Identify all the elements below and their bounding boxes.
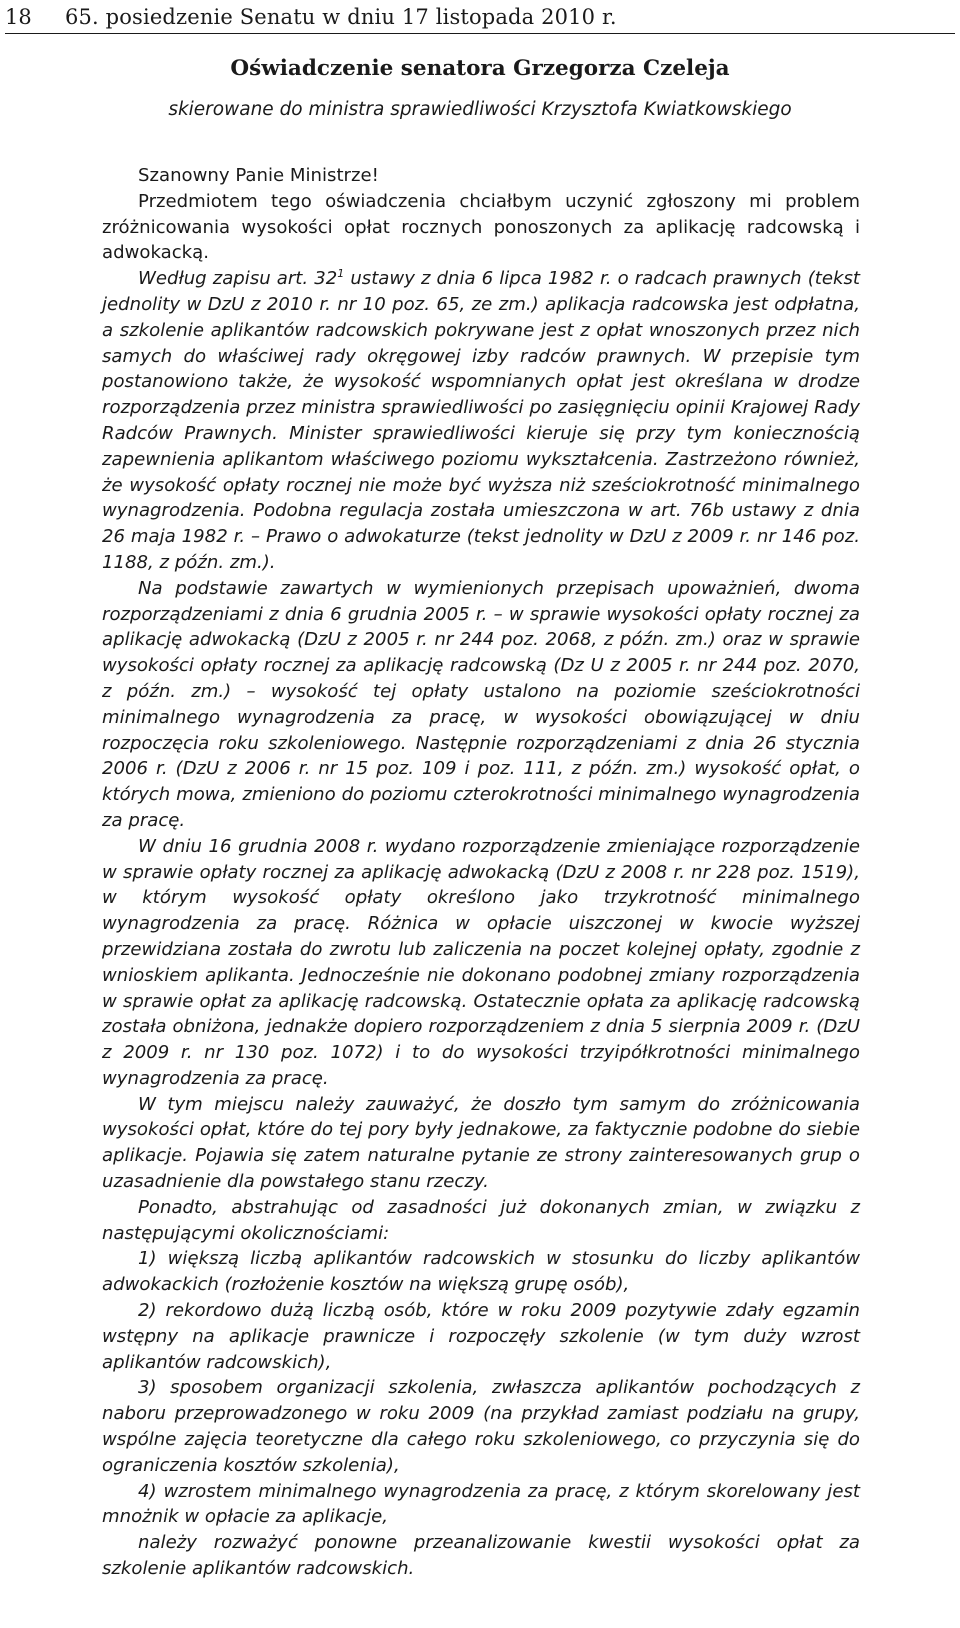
paragraph-2-start: Według zapisu art. 32: [138, 268, 338, 290]
closing-paragraph: należy rozważyć ponowne przeanalizowanie kwestii wysokości opłat za szkolenie aplikantów radcowskich.: [102, 1532, 860, 1580]
running-header: [5, 2, 955, 32]
paragraph-5: W tym miejscu należy zauważyć, że doszło tym samym do zróżnicowania wysokości opłat, które do tej pory były jednakowe, za faktycznie podobne do siebie aplikacje. Pojawia się zatem naturalne pytanie ze strony zainteresowanych grup o uzasadnienie dla powstałego stanu rzeczy.: [102, 1093, 860, 1193]
paragraph-4: W dniu 16 grudnia 2008 r. wydano rozporządzenie zmieniające rozporządzenie w sprawie opłaty rocznej za aplikację adwokacką (DzU z 2008 r. nr 228 poz. 1519), w którym wysokość opłaty określono jako trzykrotność minimalnego wynagrodzenia za pracę. Różnica w opłacie uiszczonej w kwocie wyższej przewidziana została do zwrotu lub zaliczenia na poczet kolejnej opłaty, zgodnie z wnioskiem aplikanta. Jednocześnie nie dokonano podobnej zmiany rozporządzenia w sprawie opłat za aplikację radcowską. Ostatecznie opłata za aplikację radcowską została obniżona, jednakże dopiero rozporządzeniem z dnia 5 sierpnia 2009 r. (DzU z 2009 r. nr 130 poz. 1072) i to do wysokości trzyipółkrotności minimalnego wynagrodzenia za pracę.: [102, 835, 860, 1089]
page-number: 18: [5, 5, 32, 29]
statement-title: Oświadczenie senatora Grzegorza Czeleja: [230, 56, 730, 81]
list-item: 4) wzrostem minimalnego wynagrodzenia za pracę, z którym skorelowany jest mnożnik w opłacie za aplikacje,: [102, 1480, 860, 1528]
article-superscript: 1: [337, 267, 345, 281]
header-title: 65. posiedzenie Senatu w dniu 17 listopada 2010 r.: [65, 5, 617, 29]
statement-body: [102, 163, 860, 1582]
list-item: 2) rekordowo dużą liczbą osób, które w roku 2009 pozytywie zdały egzamin wstępny na aplikacje prawnicze i rozpoczęły szkolenie (w tym duży wzrost aplikantów radcowskich),: [102, 1300, 860, 1373]
paragraph-2-rest: ustawy z dnia 6 lipca 1982 r. o radcach prawnych (tekst jednolity w DzU z 2010 r. nr 10 poz. 65, ze zm.) aplikacja radcowska jest odpłatna, a szkolenie aplikantów radcowskich pokrywane jest z opłat wnoszonych przez nich samych do właściwej rady okręgowej izby radców prawnych. W przepisie tym postanowiono także, że wysokość wspomnianych opłat jest określana w drodze rozporządzenia przez ministra sprawiedliwości po zasięgnięciu opinii Krajowej Rady Radców Prawnych. Minister sprawiedliwości kieruje się przy tym koniecznością zapewnienia aplikantom właściwego poziomu wykształcenia. Zastrzeżono również, że wysokość opłaty rocznej nie może być wyższa niż sześciokrotność minimalnego wynagrodzenia. Podobna regulacja została umieszczona w art. 76b ustawy z dnia 26 maja 1982 r. – Prawo o adwokaturze (tekst jednolity w DzU z 2009 r. nr 146 poz. 1188, z późn. zm.).: [102, 268, 860, 573]
paragraph-3: Na podstawie zawartych w wymienionych przepisach upoważnień, dwoma rozporządzeniami z dnia 6 grudnia 2005 r. – w sprawie wysokości opłaty rocznej za aplikację adwokacką (DzU z 2005 r. nr 244 poz. 2068, z późn. zm.) oraz w sprawie wysokości opłaty rocznej za aplikację radcowską (Dz U z 2005 r. nr 244 poz. 2070, z późn. zm.) – wysokość tej opłaty ustalono na poziomie sześciokrotności minimalnego wynagrodzenia za pracę, w wysokości obowiązującej w dniu rozpoczęcia roku szkoleniowego. Następnie rozporządzeniami z dnia 26 stycznia 2006 r. (DzU z 2006 r. nr 15 poz. 109 i poz. 111, z późn. zm.) wysokość opłat, o których mowa, zmieniono do poziomu czterokrotności minimalnego wynagrodzenia za pracę.: [102, 577, 860, 831]
salutation: Szanowny Panie Ministrze!: [138, 165, 379, 186]
paragraph-1: Przedmiotem tego oświadczenia chciałbym uczynić zgłoszony mi problem zróżnicowania wysokości opłat rocznych ponoszonych za aplikację radcowską i adwokacką.: [102, 190, 860, 264]
paragraph-2: [102, 266, 860, 576]
header-rule: [5, 33, 955, 34]
statement-subtitle: skierowane do ministra sprawiedliwości Krzysztofa Kwiatkowskiego: [168, 99, 792, 120]
paragraph-6: Ponadto, abstrahując od zasadności już dokonanych zmian, w związku z następującymi okolicznościami:: [102, 1196, 860, 1244]
list-item: 3) sposobem organizacji szkolenia, zwłaszcza aplikantów pochodzących z naboru przeprowadzonego w roku 2009 (na przykład zamiast podziału na grupy, wspólne zajęcia teoretyczne dla całego roku szkoleniowego, co przyczynia się do ograniczenia kosztów szkolenia),: [102, 1377, 860, 1476]
list-item: 1) większą liczbą aplikantów radcowskich w stosunku do liczby aplikantów adwokackich (rozłożenie kosztów na większą grupę osób),: [102, 1248, 860, 1296]
